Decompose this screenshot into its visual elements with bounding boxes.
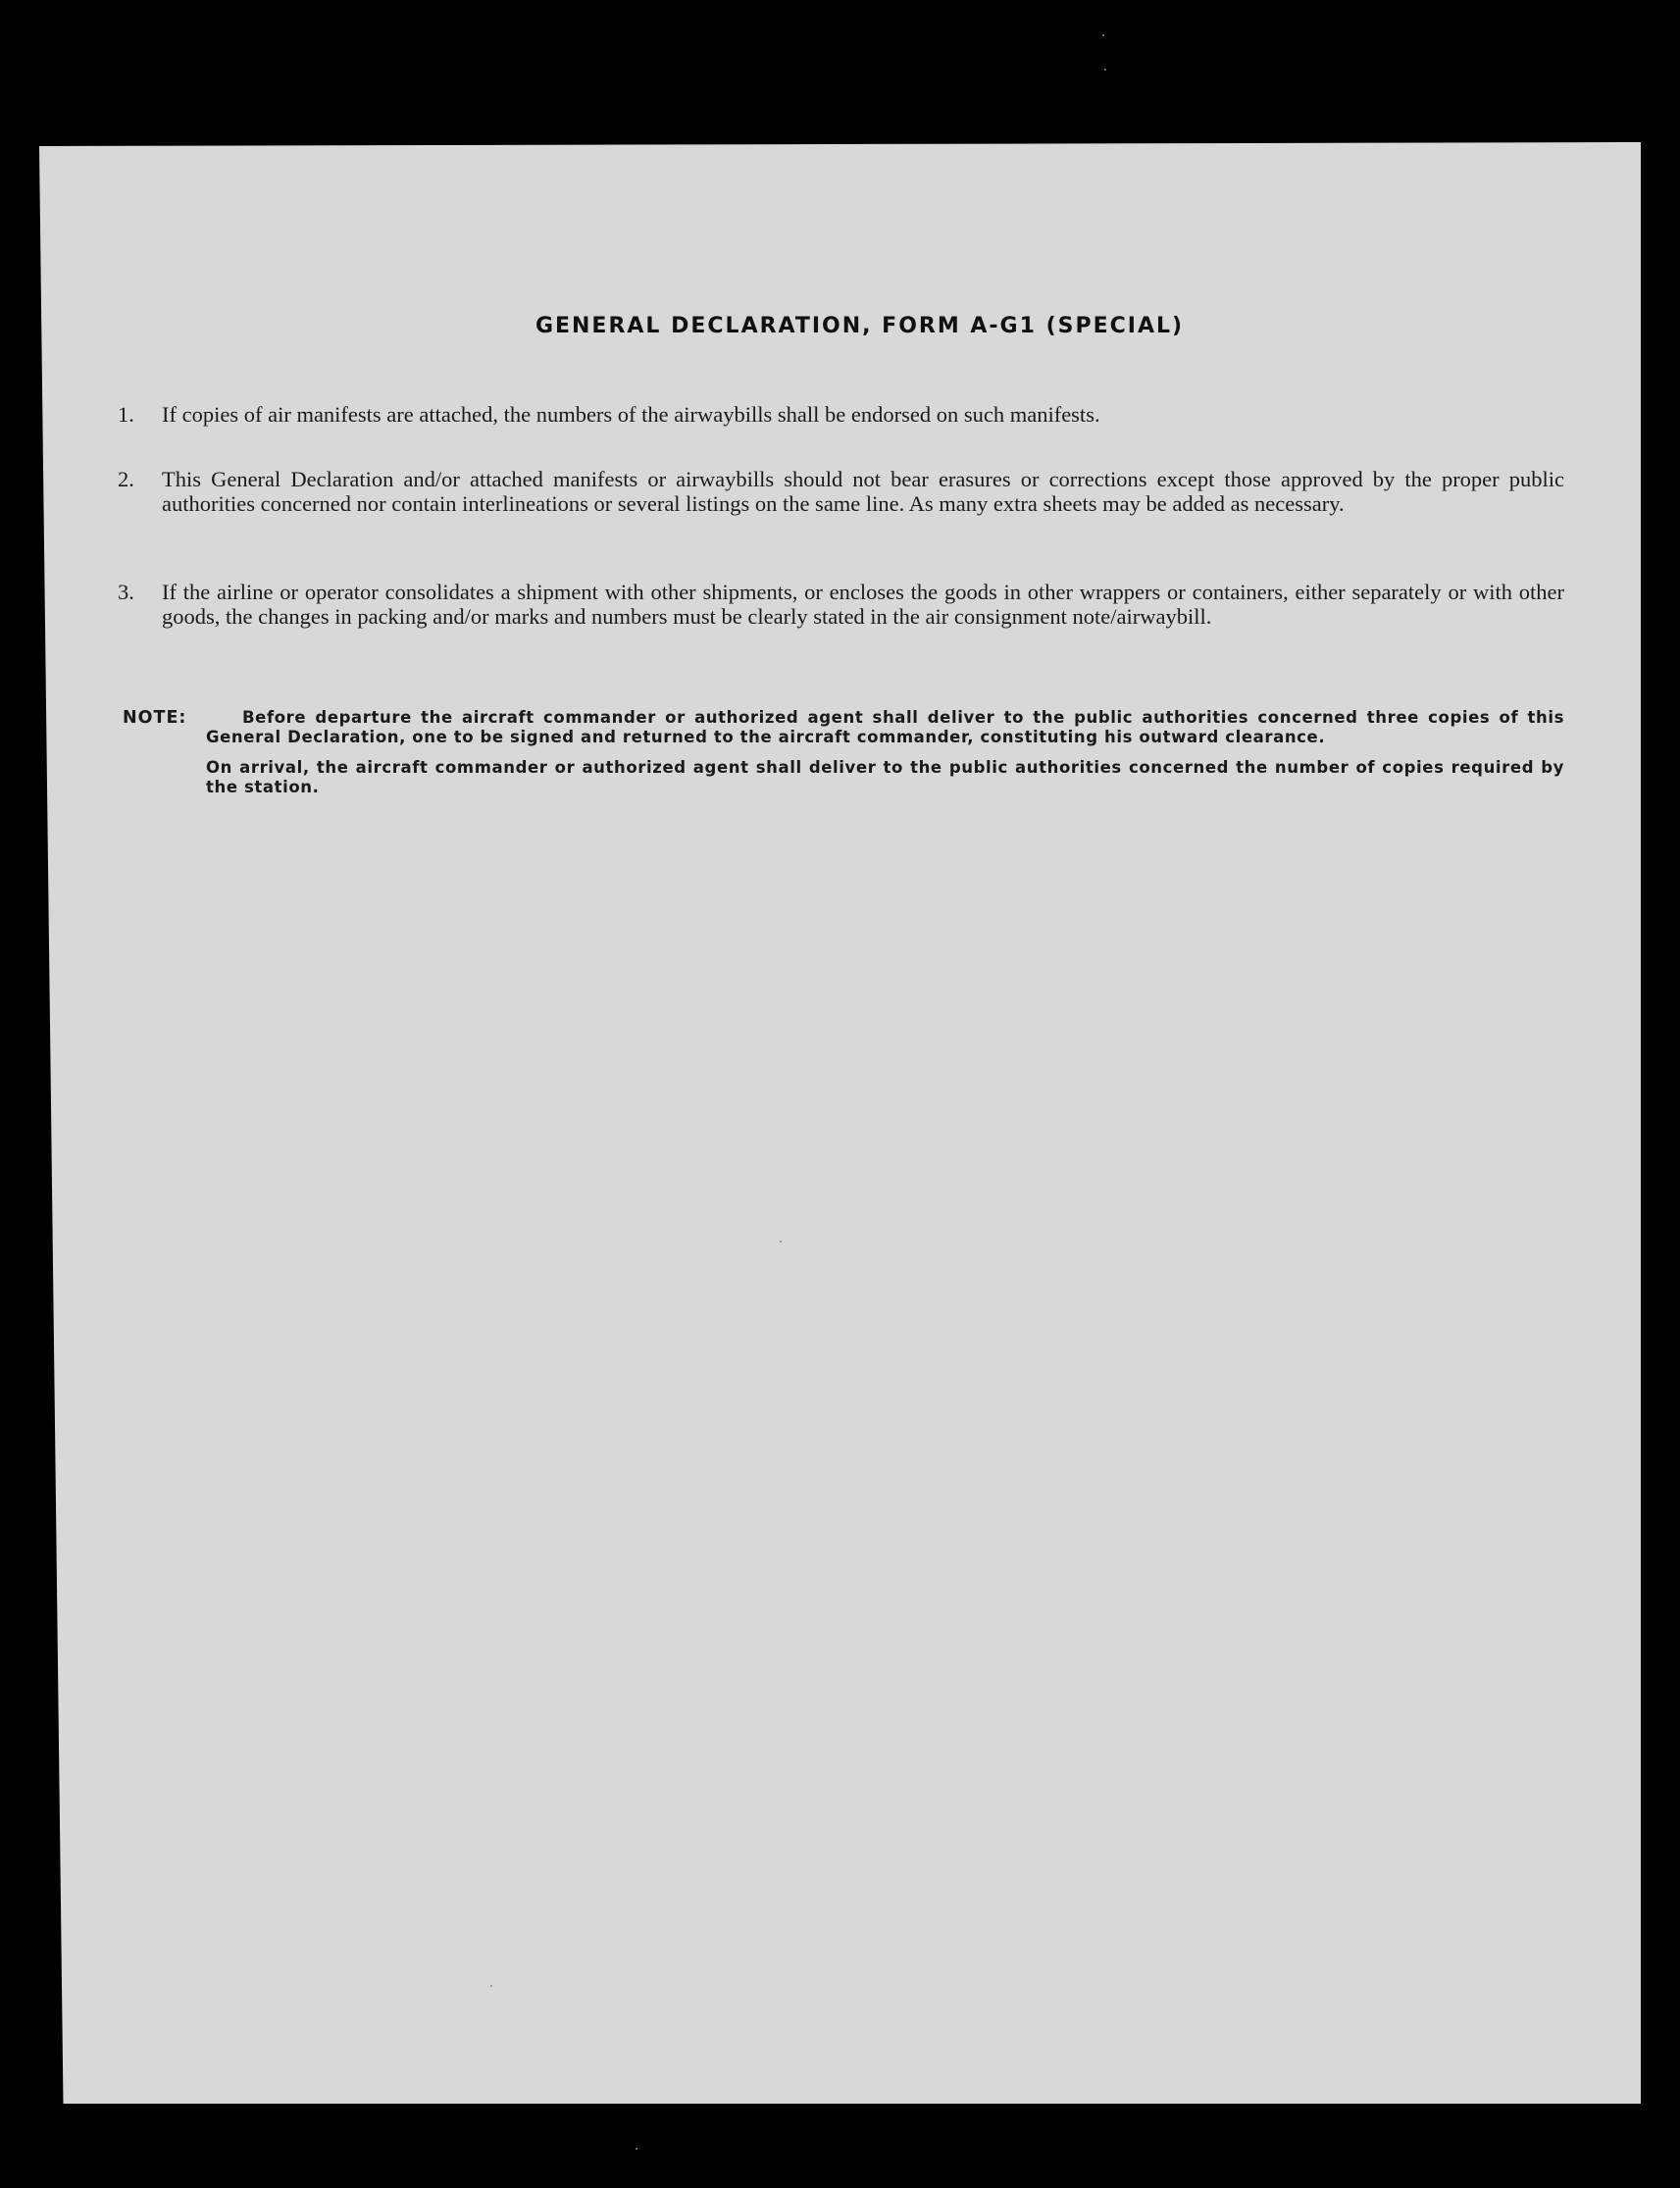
item-number: 3. (118, 580, 134, 604)
instruction-item-1 (118, 402, 1564, 427)
item-number: 2. (118, 467, 134, 491)
note-label: NOTE: (123, 708, 187, 728)
note-section (123, 708, 1564, 797)
dust-speck (636, 2148, 637, 2150)
dust-speck (1104, 69, 1106, 71)
instruction-item-3 (118, 580, 1564, 629)
item-text: If copies of air manifests are attached, the numbers of the airwaybills shall be endorsed on such manifests. (162, 402, 1100, 427)
item-text: If the airline or operator consolidates a shipment with other shipments, or encloses the goods in other wrappers or containers, either separately or with other goods, the changes in packing and/or marks and numbers must be clearly stated in the air consignment note/airwaybill. (162, 580, 1564, 629)
instruction-item-2 (118, 467, 1564, 516)
note-paragraph-departure: Before departure the aircraft commander or authorized agent shall deliver to the public authorities concerned three copies of this General Declaration, one to be signed and returned to the aircraft commander, constituting his outward clearance. (206, 708, 1564, 746)
document-sheet (39, 142, 1641, 2104)
item-number: 1. (118, 402, 134, 427)
dust-speck (490, 1985, 492, 1987)
note-paragraph-arrival: On arrival, the aircraft commander or authorized agent shall deliver to the public authorities concerned the number of copies required by the station. (206, 758, 1564, 796)
dust-speck (780, 1241, 782, 1243)
dust-speck (1102, 34, 1104, 36)
item-text: This General Declaration and/or attached manifests or airwaybills should not bear erasures or corrections except those approved by the proper public authorities concerned nor contain interlineations or several listings on the same line. As many extra sheets may be added as necessary. (162, 467, 1564, 516)
document-title: GENERAL DECLARATION, FORM A-G1 (SPECIAL) (535, 314, 1185, 338)
